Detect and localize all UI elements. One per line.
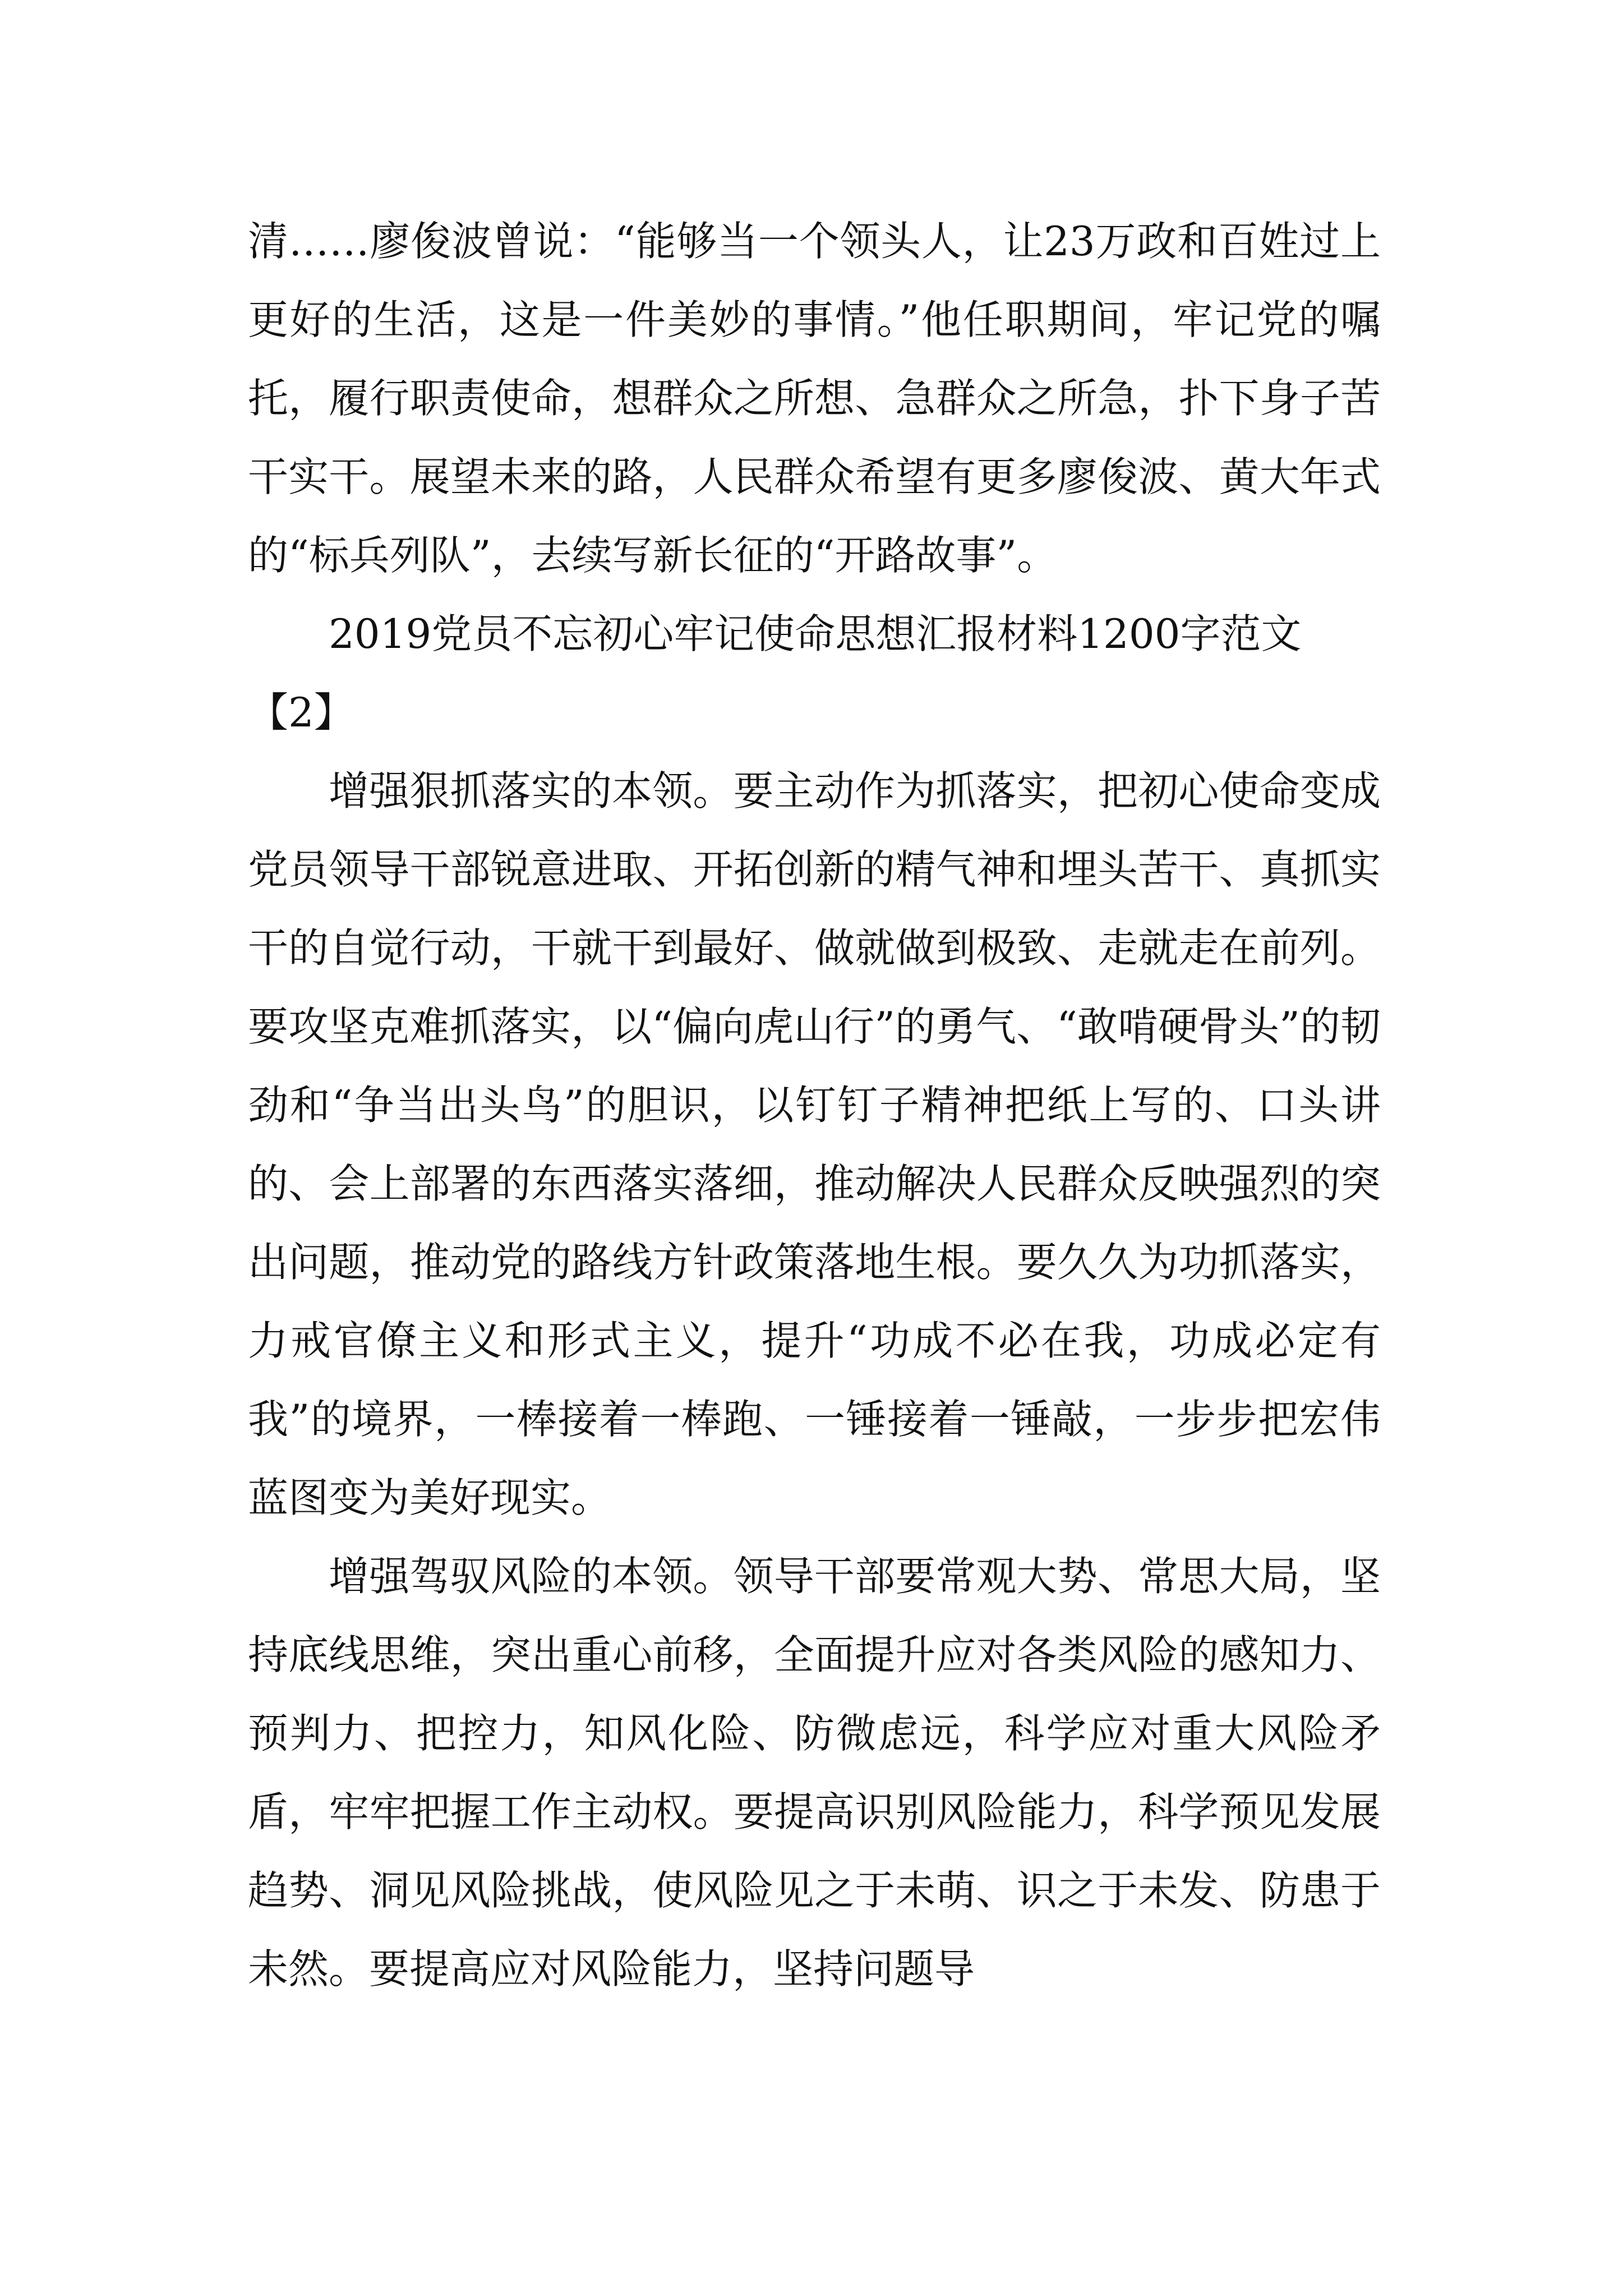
document-body <box>248 202 1381 2008</box>
paragraph-continuation: 清……廖俊波曾说：“能够当一个领头人，让23万政和百姓过上更好的生活，这是一件美妙的事情。”他任职期间，牢记党的嘱托，履行职责使命，想群众之所想、急群众之所急，扑下身子苦干实干。展望未来的路，人民群众希望有更多廖俊波、黄大年式的“标兵列队”，去续写新长征的“开路故事”。 <box>248 218 1381 579</box>
section-heading: 2019党员不忘初心牢记使命思想汇报材料1200字范文【2】 <box>248 610 1302 736</box>
paragraph-risk: 增强驾驭风险的本领。领导干部要常观大势、常思大局，坚持底线思维，突出重心前移，全面提升应对各类风险的感知力、预判力、把控力，知风化险、防微虑远，科学应对重大风险矛盾，牢牢把握工作主动权。要提高识别风险能力，科学预见发展趋势、洞见风险挑战，使风险见之于未萌、识之于未发、防患于未然。要提高应对风险能力，坚持问题导 <box>248 1553 1381 1993</box>
paragraph-implementation: 增强狠抓落实的本领。要主动作为抓落实，把初心使命变成党员领导干部锐意进取、开拓创新的精气神和埋头苦干、真抓实干的自觉行动，干就干到最好、做就做到极致、走就走在前列。要攻坚克难抓落实，以“偏向虎山行”的勇气、“敢啃硬骨头”的韧劲和“争当出头鸟”的胆识，以钉钉子精神把纸上写的、口头讲的、会上部署的东西落实落细，推动解决人民群众反映强烈的突出问题，推动党的路线方针政策落地生根。要久久为功抓落实，力戒官僚主义和形式主义，提升“功成不必在我，功成必定有我”的境界，一棒接着一棒跑、一锤接着一锤敲，一步步把宏伟蓝图变为美好现实。 <box>248 767 1381 1521</box>
